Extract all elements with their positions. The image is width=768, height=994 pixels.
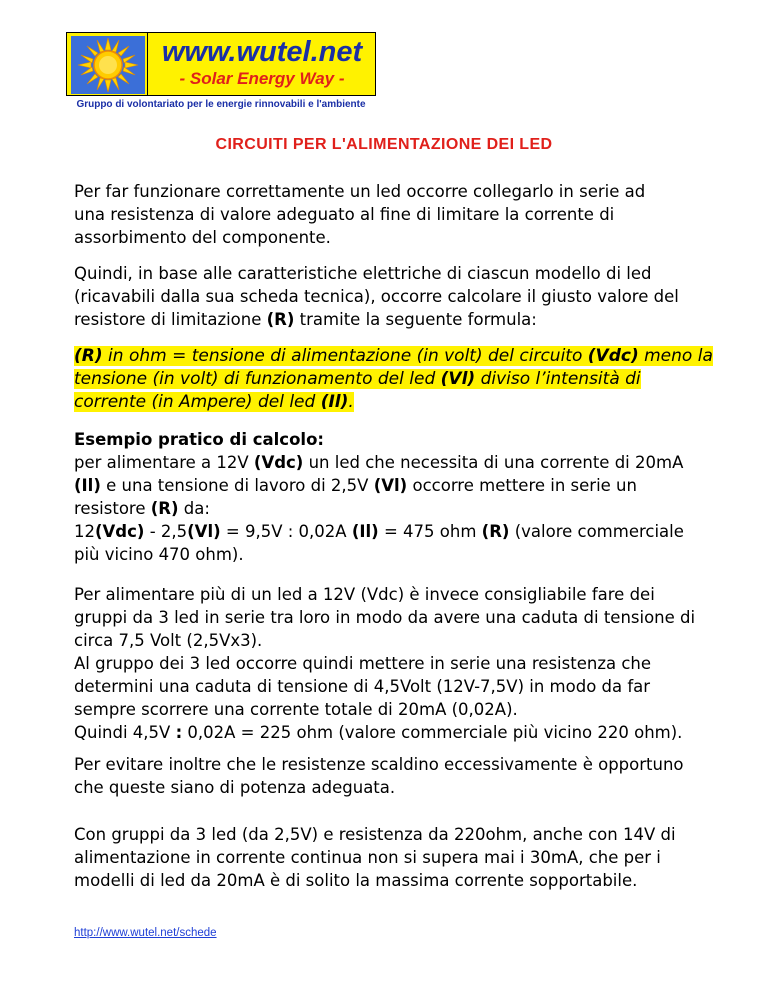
text-line: Quindi, in base alle caratteristiche elettriche di ciascun modello di led (74, 264, 652, 283)
text-line: (R) in ohm = tensione di alimentazione (in volt) del circuito (Vdc) meno la (74, 346, 713, 366)
text-line: per alimentare a 12V (Vdc) un led che necessita di una corrente di 20mA (74, 453, 684, 472)
text-line: tensione (in volt) di funzionamento del led (Vl) diviso l’intensità di (74, 369, 641, 389)
formula-paragraph (74, 345, 713, 414)
text-line: assorbimento del componente. (74, 228, 331, 247)
text-line: resistore di limitazione (R) tramite la seguente formula: (74, 310, 537, 329)
text-line: sempre scorrere una corrente totale di 20mA (0,02A). (74, 700, 518, 719)
text-line: Per far funzionare correttamente un led occorre collegarlo in serie ad (74, 182, 646, 201)
text-line: una resistenza di valore adeguato al fine di limitare la corrente di (74, 205, 615, 224)
text-line: più vicino 470 ohm). (74, 545, 244, 564)
paragraph-method (74, 262, 710, 331)
text-line: che queste siano di potenza adeguata. (74, 778, 396, 797)
text-line: corrente (in Ampere) del led (Il). (74, 392, 354, 412)
paragraph-intro (74, 180, 710, 249)
text-line: (ricavabili dalla sua scheda tecnica), occorre calcolare il giusto valore del (74, 287, 679, 306)
text-line: 12(Vdc) - 2,5(Vl) = 9,5V : 0,02A (Il) = 475 ohm (R) (valore commerciale (74, 522, 684, 541)
logo-banner (66, 32, 376, 96)
text-line: Per alimentare più di un led a 12V (Vdc) è invece consigliabile fare dei (74, 585, 655, 604)
paragraph-conclusion (74, 823, 710, 892)
text-line: Al gruppo dei 3 led occorre quindi mettere in serie una resistenza che (74, 654, 652, 673)
paragraph-groups (74, 583, 710, 744)
sun-icon (71, 36, 145, 94)
text-line: circa 7,5 Volt (2,5Vx3). (74, 631, 263, 650)
logo-divider (147, 33, 148, 95)
logo-tagline: - Solar Energy Way - (179, 69, 345, 88)
text-line: resistore (R) da: (74, 499, 210, 518)
text-line: Quindi 4,5V : 0,02A = 225 ohm (valore commerciale più vicino 220 ohm). (74, 723, 683, 742)
text-line: modelli di led da 20mA è di solito la massima corrente sopportabile. (74, 871, 638, 890)
text-line: Per evitare inoltre che le resistenze scaldino eccessivamente è opportuno (74, 755, 684, 774)
text-line: alimentazione in corrente continua non si supera mai i 30mA, che per i (74, 848, 661, 867)
footer-link[interactable]: http://www.wutel.net/schede (74, 927, 217, 939)
logo-url: www.wutel.net (161, 36, 363, 68)
example-heading: Esempio pratico di calcolo: (74, 430, 324, 449)
text-line: determini una caduta di tensione di 4,5Volt (12V-7,5V) in modo da far (74, 677, 651, 696)
page-title: CIRCUITI PER L'ALIMENTAZIONE DEI LED (215, 136, 553, 153)
example-paragraph (74, 428, 710, 566)
text-line: (Il) e una tensione di lavoro di 2,5V (Vl) occorre mettere in serie un (74, 476, 637, 495)
logo-caption: Gruppo di volontariato per le energie rinnovabili e l'ambiente (76, 99, 366, 110)
text-line: gruppi da 3 led in serie tra loro in modo da avere una caduta di tensione di (74, 608, 696, 627)
paragraph-power (74, 753, 710, 799)
text-line: Con gruppi da 3 led (da 2,5V) e resistenza da 220ohm, anche con 14V di (74, 825, 676, 844)
